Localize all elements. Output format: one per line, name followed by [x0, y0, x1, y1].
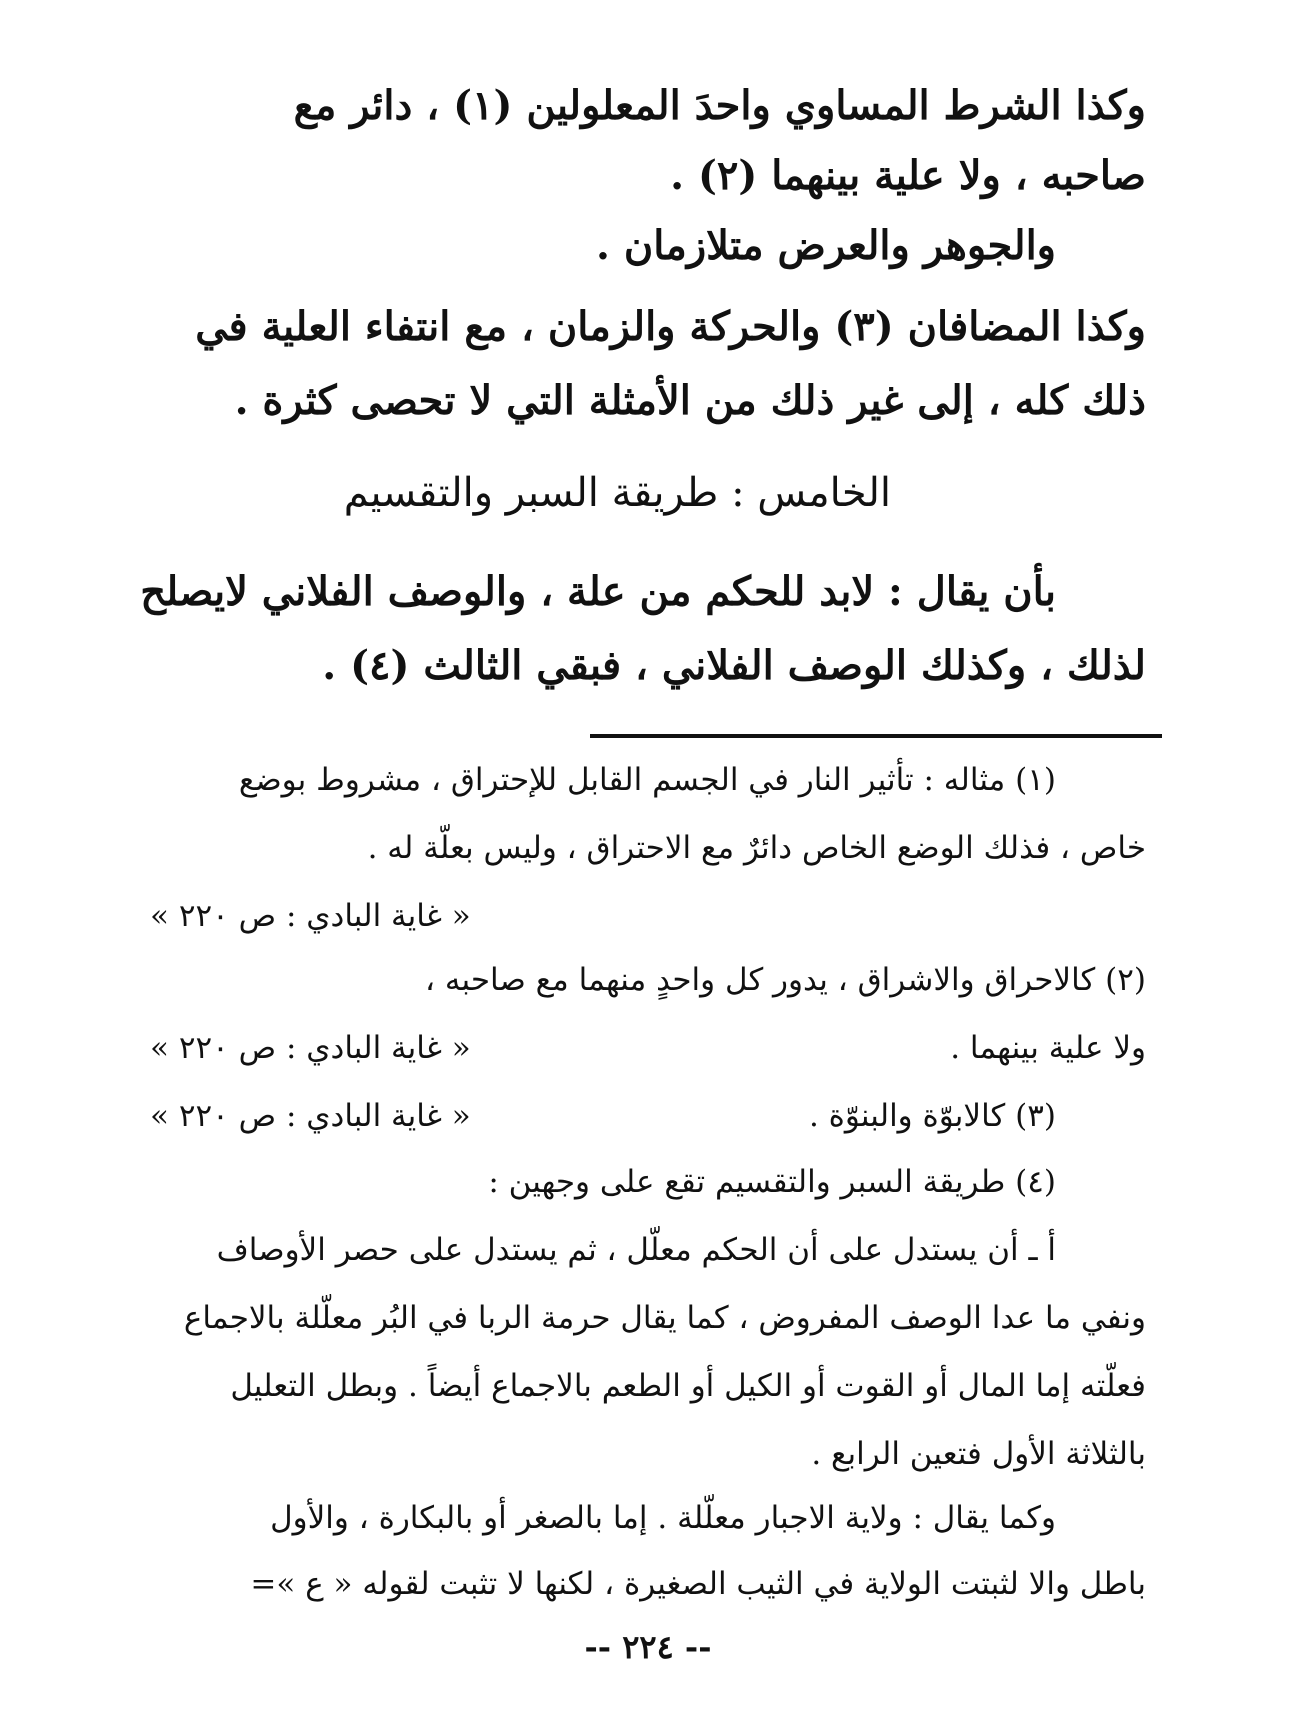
footnote-2-line-1: (٢) كالاحراق والاشراق ، يدور كل واحدٍ منهما مع صاحبه ،: [425, 962, 1146, 998]
footnote-3-line-1: (٣) كالابوّة والبنوّة .: [808, 1098, 1056, 1134]
footnote-1-line-1: (١) مثاله : تأثير النار في الجسم القابل للإحتراق ، مشروط بوضع: [238, 762, 1056, 798]
section-heading: الخامس : طريقة السبر والتقسيم: [343, 470, 891, 516]
footnote-1-line-2: خاص ، فذلك الوضع الخاص دائرٌ مع الاحتراق ، وليس بعلّة له .: [367, 830, 1146, 866]
footnote-4-b-2: باطل والا لثبتت الولاية في الثيب الصغيرة ، لكنها لا تثبت لقوله « ع »=: [250, 1566, 1146, 1602]
footnote-1-source: « غاية البادي : ص ٢٢٠ »: [150, 898, 471, 934]
footnote-4-b-1: وكما يقال : ولاية الاجبار معلّلة . إما بالصغر أو بالبكارة ، والأول: [270, 1500, 1056, 1536]
footnote-4-line-1: (٤) طريقة السبر والتقسيم تقع على وجهين :: [488, 1164, 1056, 1200]
footnote-4-body-4: بالثلاثة الأول فتعين الرابع .: [811, 1436, 1146, 1472]
main-line-5: ذلك كله ، إلى غير ذلك من الأمثلة التي لا تحصى كثرة .: [234, 377, 1146, 424]
main-line-1: وكذا الشرط المساوي واحدَ المعلولين (١) ، دائر مع: [293, 82, 1146, 129]
main-line-2: صاحبه ، ولا علية بينهما (٢) .: [670, 152, 1146, 199]
footnote-4-body-2: ونفي ما عدا الوصف المفروض ، كما يقال حرمة الربا في البُر معلّلة بالاجماع: [183, 1300, 1146, 1336]
footnote-2-line-2: ولا علية بينهما .: [950, 1030, 1146, 1066]
section-line-2: لذلك ، وكذلك الوصف الفلاني ، فبقي الثالث (٤) .: [322, 642, 1146, 689]
main-line-3: والجوهر والعرض متلازمان .: [596, 222, 1056, 269]
footnote-3-source: « غاية البادي : ص ٢٢٠ »: [150, 1098, 471, 1134]
footnote-4-body-3: فعلّته إما المال أو القوت أو الكيل أو الطعم بالاجماع أيضاً . وبطل التعليل: [230, 1368, 1146, 1404]
footnote-2-source: « غاية البادي : ص ٢٢٠ »: [150, 1030, 471, 1066]
footnote-4-body-1: أ ـ أن يستدل على أن الحكم معلّل ، ثم يستدل على حصر الأوصاف: [216, 1232, 1056, 1268]
main-line-4: وكذا المضافان (٣) والحركة والزمان ، مع انتفاء العلية في: [195, 303, 1146, 350]
section-line-1: بأن يقال : لابد للحكم من علة ، والوصف الفلاني لايصلح: [140, 568, 1056, 615]
footnote-separator: [590, 734, 1162, 738]
page-number: -- ٢٢٤ --: [584, 1628, 712, 1666]
